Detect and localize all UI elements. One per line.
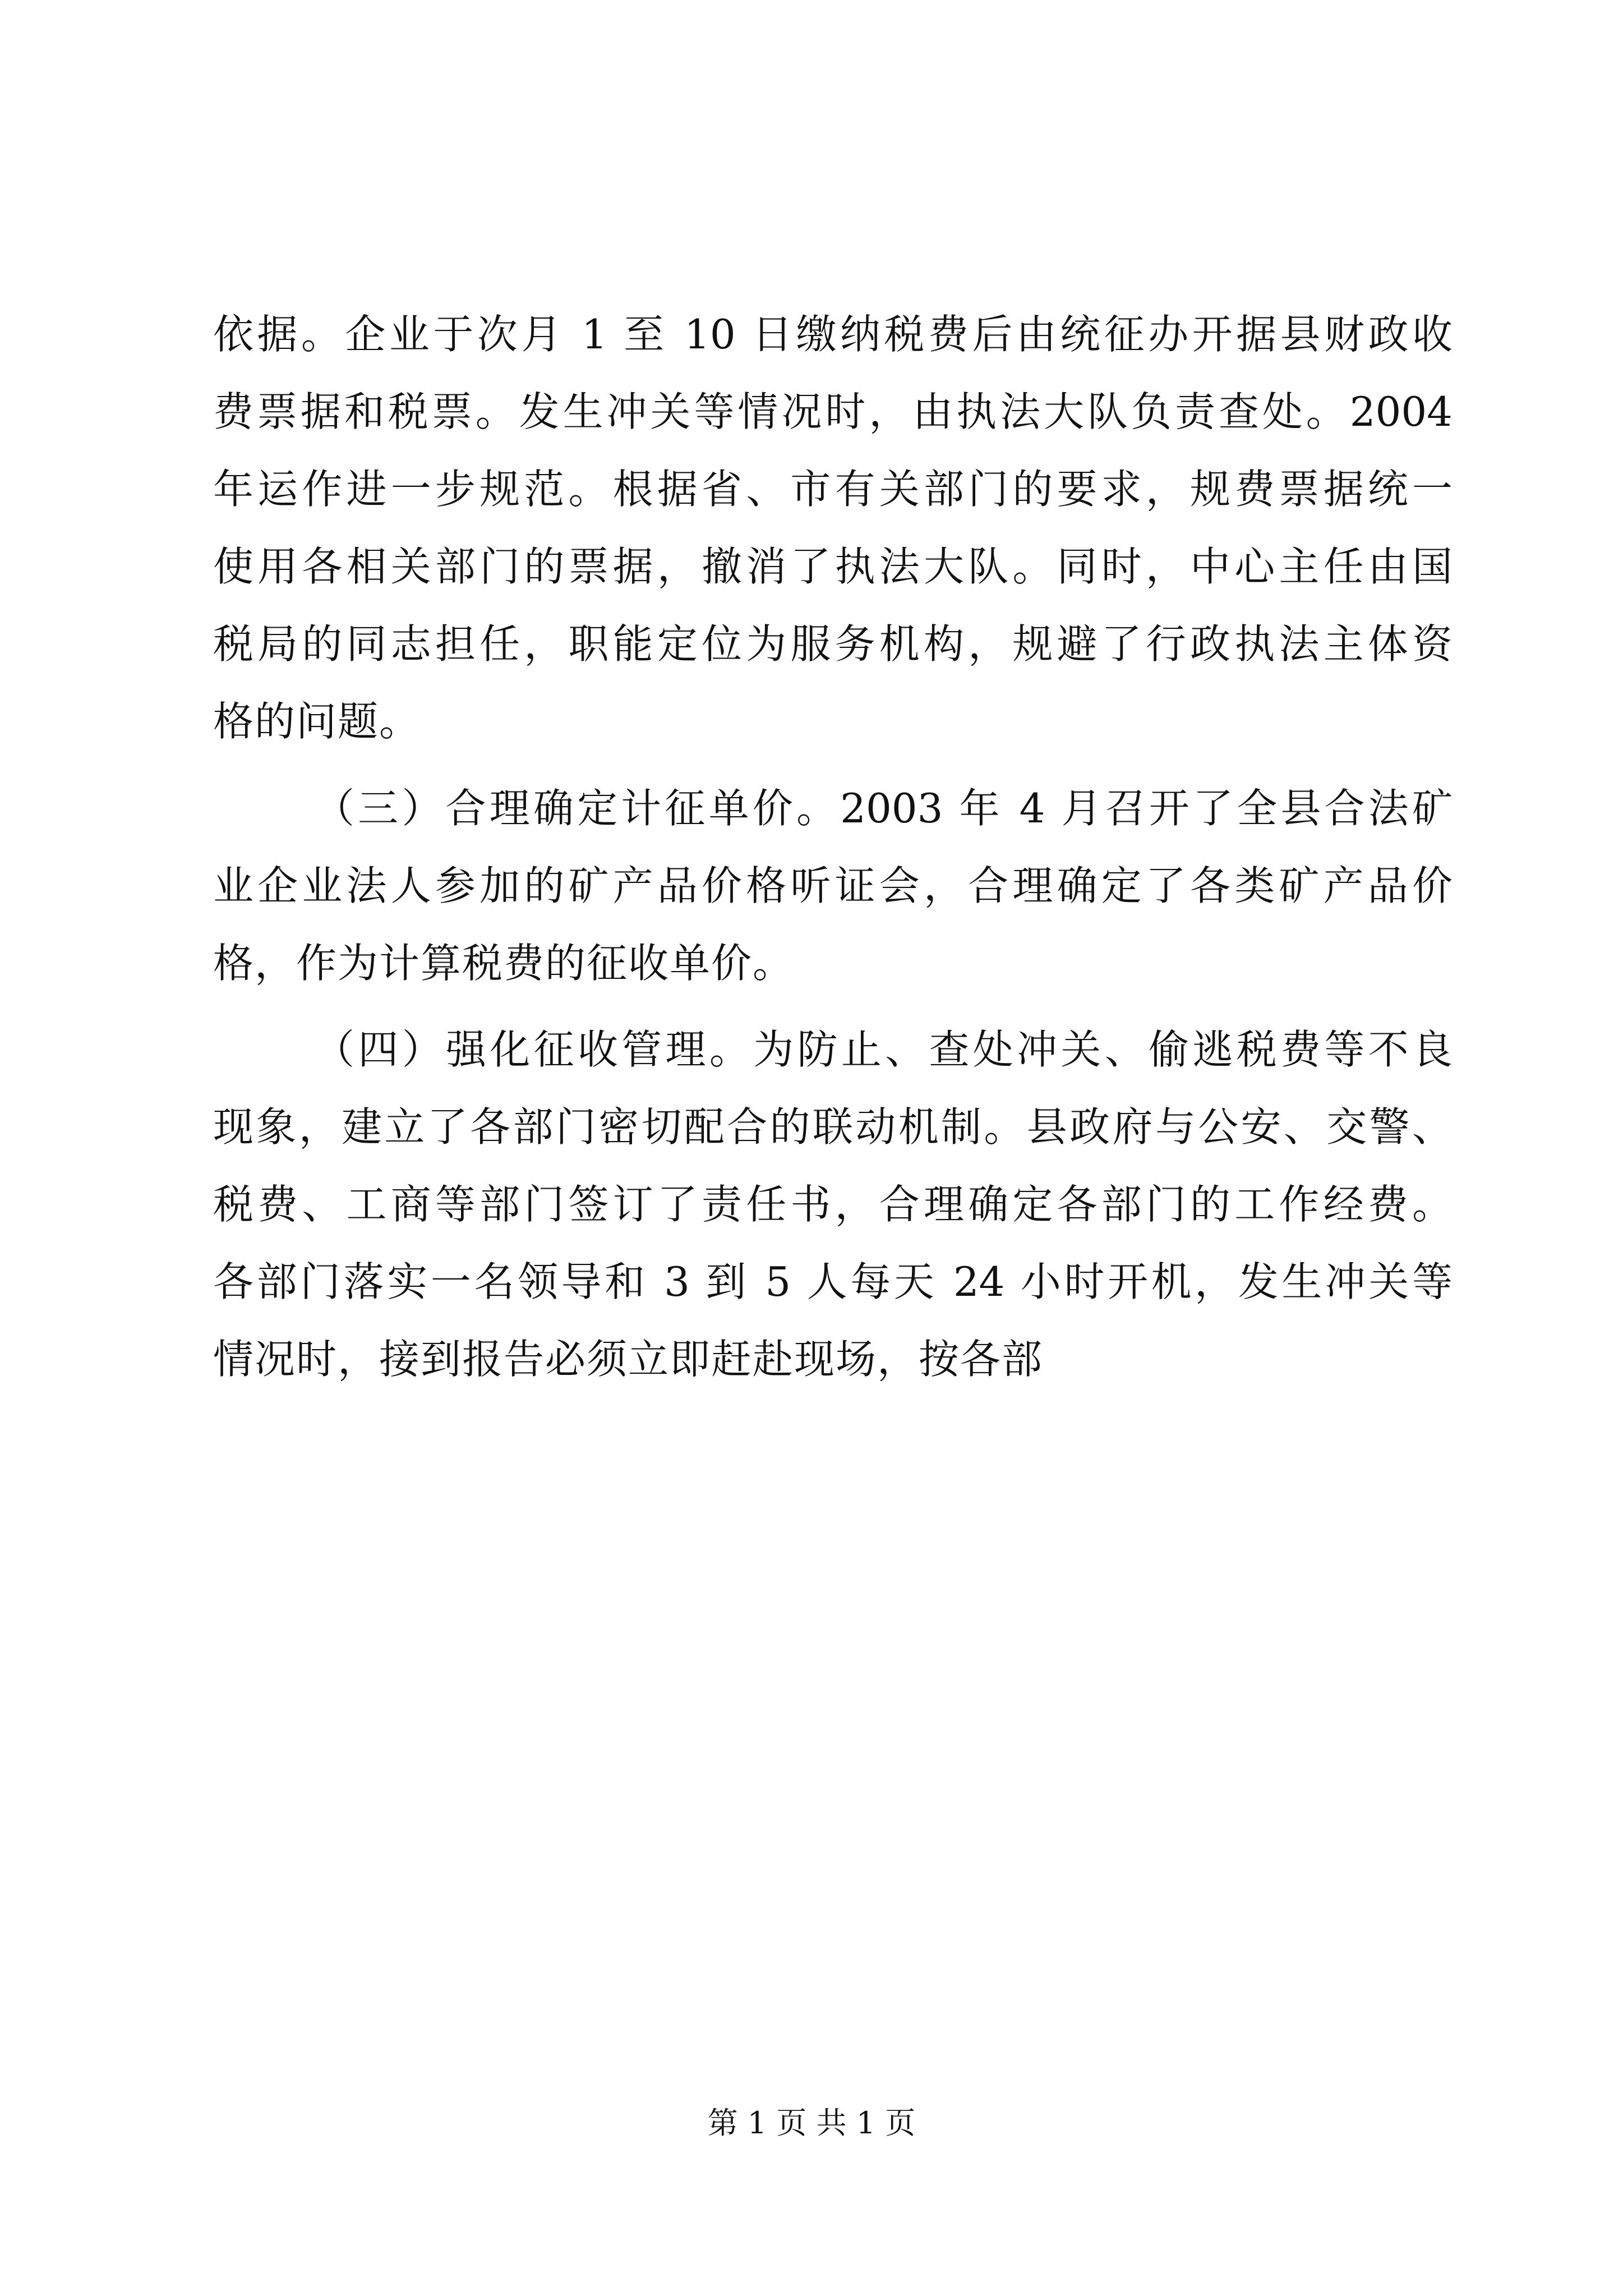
section-4-line-4: 各部门落实一名领导和 3 到 5 人每天 24 小时开机，发生冲关等	[213, 1258, 1453, 1305]
page-footer: 第 1 页 共 1 页	[707, 2105, 916, 2141]
section-3-line-2: 业企业法人参加的矿产品价格听证会，合理确定了各类矿产品价	[213, 862, 1453, 909]
paragraph-2-line-1: 依据。企业于次月 1 至 10 日缴纳税费后由统征办开据县财政收	[213, 311, 1453, 358]
section-4-line-5: 情况时，接到报告必须立即赶赴现场，按各部	[213, 1336, 1044, 1383]
section-4-line-2: 现象，建立了各部门密切配合的联动机制。县政府与公安、交警、	[213, 1103, 1453, 1151]
paragraph-2-line-4: 使用各相关部门的票据，撤消了执法大队。同时，中心主任由国	[213, 543, 1453, 590]
section-3-line-3: 格，作为计算税费的征收单价。	[213, 940, 795, 987]
section-3-line-1: （三）合理确定计征单价。2003 年 4 月召开了全县合法矿	[314, 785, 1453, 832]
paragraph-2-line-3: 年运作进一步规范。根据省、市有关部门的要求，规费票据统一	[213, 466, 1453, 513]
paragraph-2-line-5: 税局的同志担任，职能定位为服务机构，规避了行政执法主体资	[213, 620, 1453, 668]
section-4-line-3: 税费、工商等部门签订了责任书，合理确定各部门的工作经费。	[213, 1181, 1453, 1228]
paragraph-2-line-2: 费票据和税票。发生冲关等情况时，由执法大队负责查处。2004	[213, 388, 1453, 435]
paragraph-2-line-6: 格的问题。	[213, 698, 421, 745]
section-4-line-1: （四）强化征收管理。为防止、查处冲关、偷逃税费等不良	[314, 1026, 1453, 1073]
